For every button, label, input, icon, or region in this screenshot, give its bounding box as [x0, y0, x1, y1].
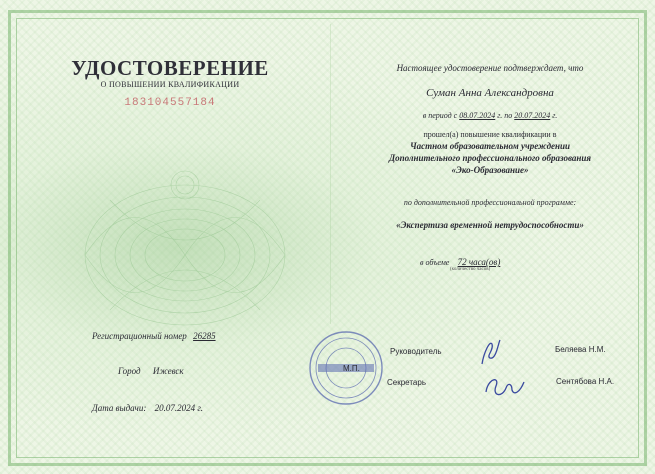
secretary-signature [482, 368, 528, 404]
document-title: УДОСТОВЕРЕНИЕ [71, 56, 269, 80]
passed-text: прошел(а) повышение квалификации в [423, 130, 557, 139]
registration-label: Регистрационный номер [92, 331, 187, 341]
period-from: 08.07.2024 [459, 111, 496, 120]
period-to: 20.07.2024 [514, 111, 551, 120]
volume-value: 72 часа(ов) [457, 257, 501, 267]
program-name: «Экспертиза временной нетрудоспособности» [396, 220, 584, 230]
secretary-label: Секретарь [387, 378, 426, 387]
volume-prefix: в объеме [420, 258, 450, 267]
period-to-suffix: г. [552, 111, 558, 120]
serial-number: 183104557184 [124, 97, 216, 109]
head-label: Руководитель [390, 347, 442, 356]
period-prefix: в период с [422, 111, 458, 120]
issue-date-row [92, 403, 203, 413]
city-label: Город [118, 366, 141, 376]
volume-hint: (количество часов) [450, 267, 491, 272]
program-intro: по дополнительной профессиональной программе: [403, 198, 577, 207]
issue-date-label: Дата выдачи: [92, 403, 147, 413]
head-signature [470, 334, 510, 370]
issue-date-value: 20.07.2024 г. [154, 403, 203, 413]
org-line-1: Частном образовательном учреждении [409, 141, 571, 151]
registration-row [92, 331, 216, 341]
org-line-3: «Эко-Образование» [451, 165, 529, 175]
guilloche-rosette [70, 160, 300, 340]
registration-number: 26285 [193, 331, 216, 341]
person-name: Суман Анна Александровна [426, 87, 554, 99]
stamp-label: М.П. [343, 364, 360, 373]
city-value: Ижевск [152, 366, 184, 376]
volume-row [420, 257, 500, 267]
period-from-suffix: г. по [497, 111, 513, 120]
intro-text: Настоящее удостоверение подтверждает, что [396, 63, 584, 73]
document-subtitle: О ПОВЫШЕНИИ КВАЛИФИКАЦИИ [100, 80, 240, 89]
city-row [118, 366, 184, 376]
secretary-name: Сентябова Н.А. [556, 377, 615, 386]
period-row [345, 111, 635, 120]
org-line-2: Дополнительного профессионального образования [388, 153, 592, 163]
head-name: Беляева Н.М. [555, 345, 606, 354]
center-divider [330, 24, 331, 324]
